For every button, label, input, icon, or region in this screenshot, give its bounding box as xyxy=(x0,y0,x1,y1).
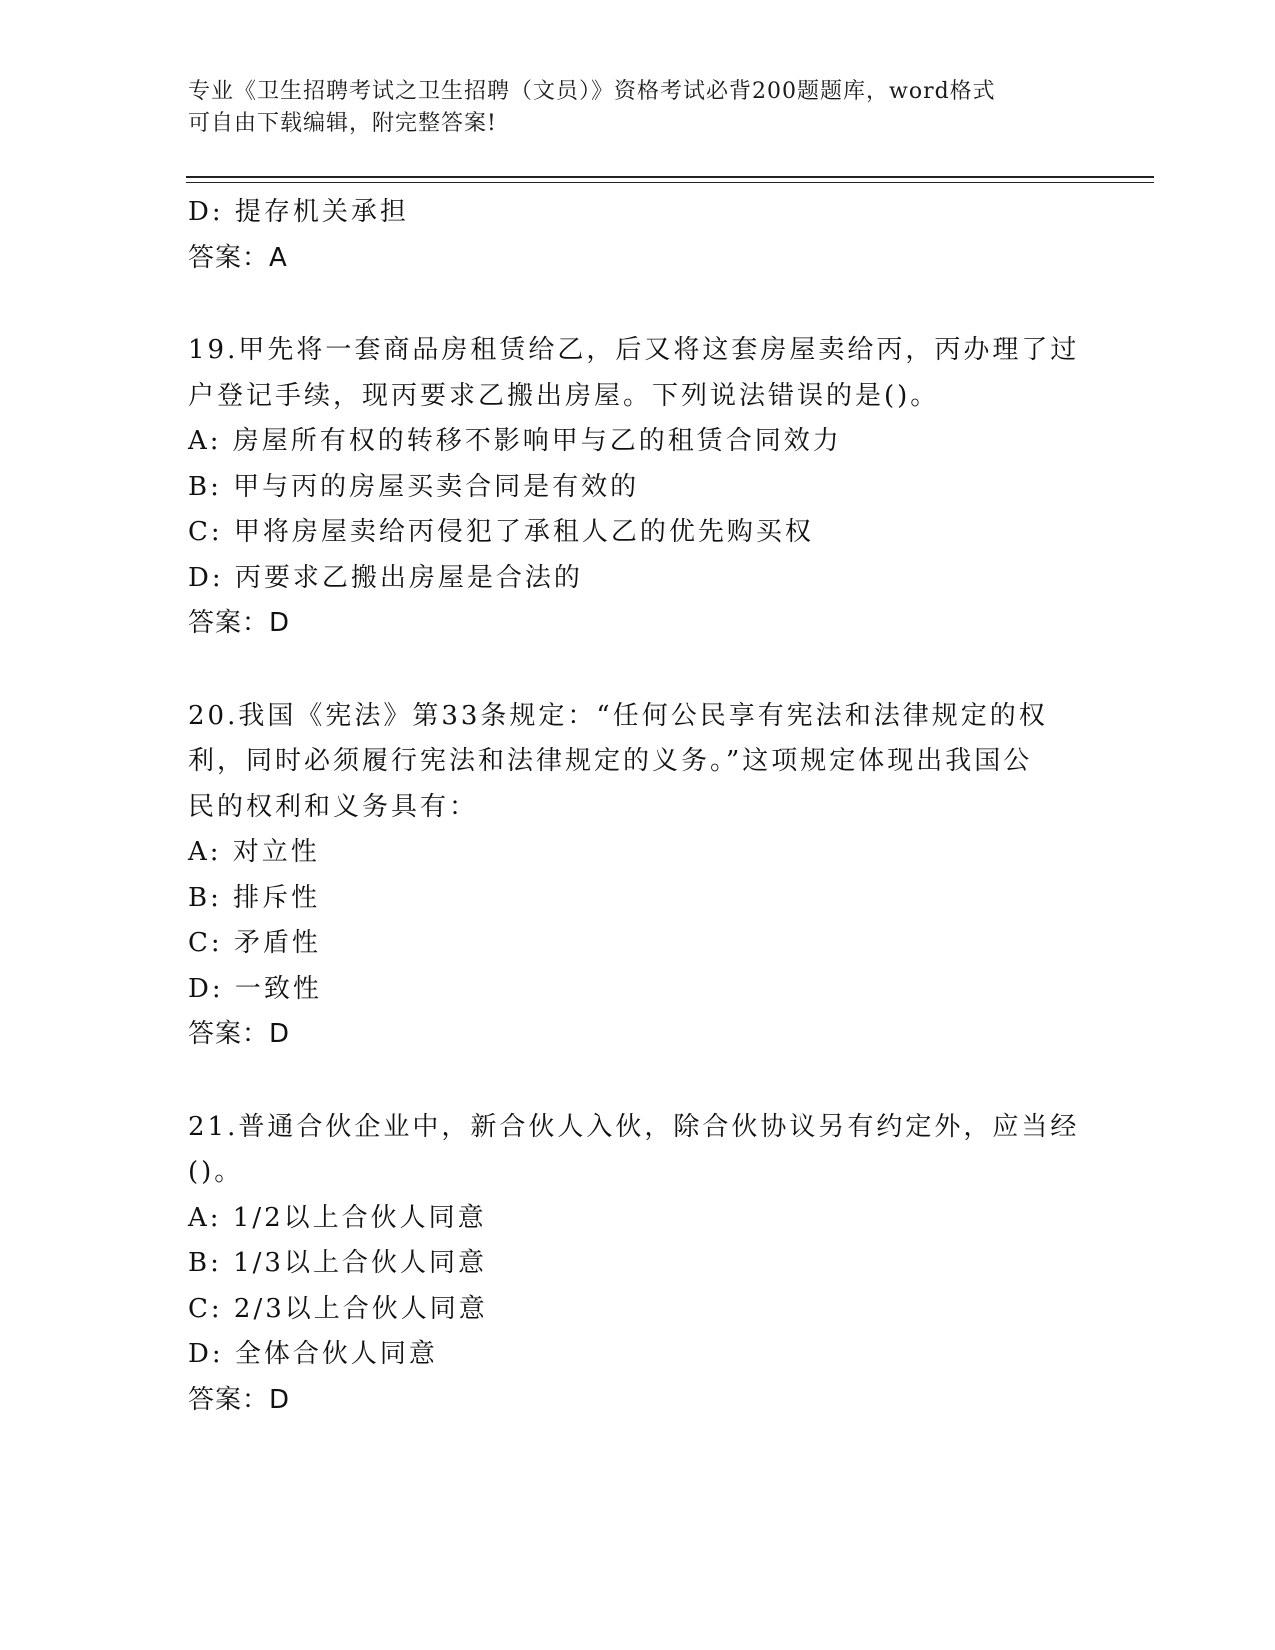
question-block-20 xyxy=(188,694,1088,1058)
option-d: D: 全体合伙人同意 xyxy=(188,1339,438,1369)
spacer xyxy=(188,647,1088,694)
header-divider-thick xyxy=(186,176,1154,178)
answer-line: 答案：D xyxy=(188,608,291,638)
question-block-19 xyxy=(188,328,1088,647)
question-list xyxy=(188,190,1088,1423)
option-d: D: 丙要求乙搬出房屋是合法的 xyxy=(188,562,583,593)
question-stem: ()。 xyxy=(188,1157,244,1187)
option-b: B: 甲与丙的房屋买卖合同是有效的 xyxy=(188,471,640,502)
header-title-line-2: 可自由下载编辑，附完整答案! xyxy=(188,111,497,136)
question-block-21 xyxy=(188,1105,1088,1424)
header-title-line-1: 专业《卫生招聘考试之卫生招聘（文员）》资格考试必背200题题库，word格式 xyxy=(188,79,996,104)
header-divider-thin xyxy=(186,182,1154,183)
answer-line: 答案：D xyxy=(188,1384,291,1415)
answer-line: 答案：D xyxy=(188,1019,291,1049)
spacer xyxy=(188,1058,1088,1105)
option-c: C: 矛盾性 xyxy=(188,928,321,958)
question-stem: 21.普通合伙企业中，新合伙人入伙，除合伙协议另有约定外，应当经 xyxy=(188,1111,1080,1142)
question-stem: 19.甲先将一套商品房租赁给乙，后又将这套房屋卖给丙，丙办理了过 xyxy=(188,335,1080,365)
question-stem: 户登记手续，现丙要求乙搬出房屋。下列说法错误的是()。 xyxy=(188,380,940,411)
question-stem: 民的权利和义务具有： xyxy=(188,791,479,822)
option-c: C: 甲将房屋卖给丙侵犯了承租人乙的优先购买权 xyxy=(188,517,814,547)
question-stem: 20.我国《宪法》第33条规定：“任何公民享有宪法和法律规定的权 xyxy=(188,700,1048,731)
option-b: B: 1/3以上合伙人同意 xyxy=(188,1248,487,1278)
option-b: B: 排斥性 xyxy=(188,882,321,913)
question-stem: 利，同时必须履行宪法和法律规定的义务。”这项规定体现出我国公 xyxy=(188,746,1033,776)
option-a: A: 对立性 xyxy=(188,837,320,867)
question-block-previous xyxy=(188,190,1088,281)
option-c: C: 2/3以上合伙人同意 xyxy=(188,1293,488,1324)
spacer xyxy=(188,281,1088,328)
option-d: D: 提存机关承担 xyxy=(188,197,409,227)
option-d: D: 一致性 xyxy=(188,973,322,1004)
page-header xyxy=(188,76,1088,140)
option-a: A: 房屋所有权的转移不影响甲与乙的租赁合同效力 xyxy=(188,426,842,456)
option-a: A: 1/2以上合伙人同意 xyxy=(188,1202,487,1233)
answer-line: 答案：A xyxy=(188,242,288,273)
